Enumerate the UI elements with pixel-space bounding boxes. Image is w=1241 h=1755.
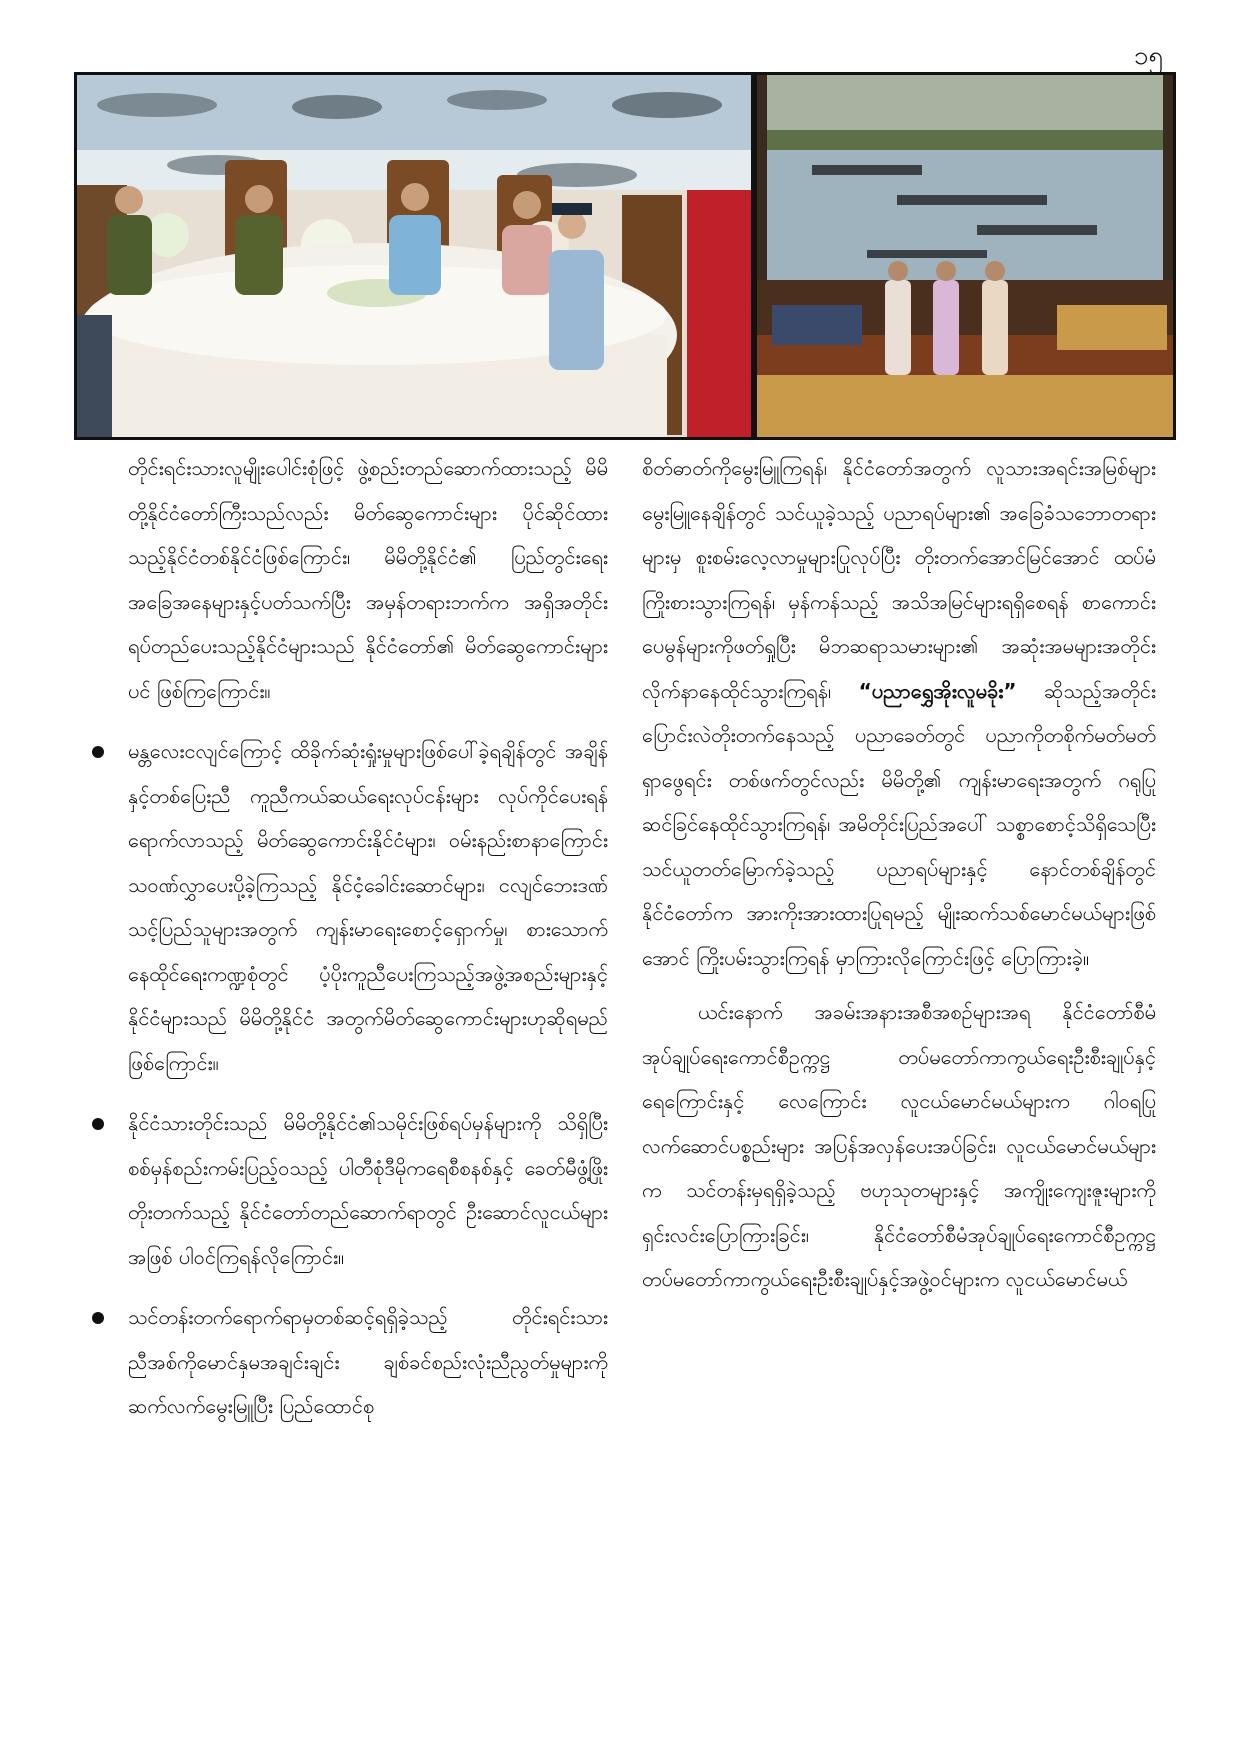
- bullet-icon: [92, 746, 104, 758]
- quoted-proverb: “ပညာရွှေအိုးလူမခိုး”: [858, 678, 1017, 703]
- paragraph: [642, 446, 1156, 980]
- bullet-text: နိုင်ငံသားတိုင်းသည် မိမိတို့နိုင်ငံ၏သမိုင်းဖြစ်ရပ်မှန်များကို သိရှိပြီး စစ်မှန်စည်းကမ်းပြည့်ဝသည့် ပါတီစုံဒီမိုကရေစီစနစ်နှင့် ခေတ်မီဖွံ့ဖြိုးတိုးတက်သည့် နိုင်ငံတော်တည်ဆောက်ရာတွင် ဦးဆောင်လူငယ်များအဖြစ် ပါဝင်ကြရန်လိုကြောင်း။: [128, 1111, 608, 1269]
- bullet-icon: [92, 1312, 104, 1324]
- paragraph-text: စိတ်ဓာတ်ကိုမွေးမြူကြရန်၊ နိုင်ငံတော်အတွက် လူသားအရင်းအမြစ်များ မွေးမြူနေချိန်တွင် သင်ယူခဲ့သည့် ပညာရပ်များ၏ အခြေခံသဘောတရားများမှ စူးစမ်းလေ့လာမှုများပြုလုပ်ပြီး တိုးတက်အောင်မြင်အောင် ထပ်မံကြိုးစားသွားကြရန်၊ မှန်ကန်သည့် အသိအမြင်များရရှိစေရန် စာကောင်းပေမွန်များကိုဖတ်ရှုပြီး မိဘဆရာသမားများ၏ အဆုံးအမများအတိုင်း လိုက်နာနေထိုင်သွားကြရန်၊: [642, 456, 1156, 703]
- page-number: ၁၅: [1133, 41, 1163, 71]
- right-column: [642, 446, 1156, 1302]
- paragraph-text: ဆိုသည့်အတိုင်း ပြောင်းလဲတိုးတက်နေသည့် ပညာခေတ်တွင် ပညာကိုတစိုက်မတ်မတ်ရှာဖွေရင်း တစ်ဖက်တွင်လည်း မိမိတို့၏ ကျန်းမာရေးအတွက် ဂရုပြုဆင်ခြင်နေထိုင်သွားကြရန်၊ အမိတိုင်းပြည်အပေါ် သစ္စာစောင့်သိရှိသေပြီး သင်ယူတတ်မြောက်ခဲ့သည့် ပညာရပ်များနှင့် နောင်တစ်ချိန်တွင် နိုင်ငံတော်က အားကိုးအားထားပြုရမည့် မျိုးဆက်သစ်မောင်မယ်များဖြစ်အောင် ကြိုးပမ်းသွားကြရန် မှာကြားလိုကြောင်းဖြင့် ပြောကြားခဲ့။: [642, 678, 1156, 970]
- performance-photo: [757, 75, 1173, 437]
- reception-photo: [77, 75, 751, 437]
- paragraph: တိုင်းရင်းသားလူမျိုးပေါင်းစုံဖြင့် ဖွဲ့စည်းတည်ဆောက်ထားသည့် မိမိတို့နိုင်ငံတော်ကြီးသည်လည်း မိတ်ဆွေကောင်းများ ပိုင်ဆိုင်ထားသည့်နိုင်ငံတစ်နိုင်ငံဖြစ်ကြောင်း၊ မိမိတို့နိုင်ငံ၏ ပြည်တွင်းရေးအခြေအနေများနှင့်ပတ်သက်ပြီး အမှန်တရားဘက်က အရှိအတိုင်း ရပ်တည်ပေးသည့်နိုင်ငံများသည် နိုင်ငံတော်၏ မိတ်ဆွေကောင်းများပင် ဖြစ်ကြကြောင်း။: [128, 456, 608, 703]
- bullet-text: သင်တန်းတက်ရောက်ရာမှတစ်ဆင့်ရရှိခဲ့သည့် တိုင်းရင်းသားညီအစ်ကိုမောင်နှမအချင်းချင်း ချစ်ခင်စည်းလုံးညီညွတ်မှုများကို ဆက်လက်မွေးမြူပြီး ပြည်ထောင်စု: [128, 1305, 608, 1418]
- bullet-item: [86, 729, 608, 1085]
- bullet-item: [86, 1101, 608, 1279]
- photo-banner: [74, 72, 1176, 440]
- left-column: [86, 446, 608, 1429]
- bullet-item: [86, 1295, 608, 1429]
- paragraph: ယင်းနောက် အခမ်းအနားအစီအစဉ်များအရ နိုင်ငံတော်စီမံအုပ်ချုပ်ရေးကောင်စီဥက္ကဋ္ဌ တပ်မတော်ကာကွယ်ရေးဦးစီးချုပ်နှင့် ရေကြောင်းနှင့် လေကြောင်း လူငယ်မောင်မယ်များက ဂါဝရပြုလက်ဆောင်ပစ္စည်းများ အပြန်အလှန်ပေးအပ်ခြင်း၊ လူငယ်မောင်မယ်များက သင်တန်းမှရရှိခဲ့သည့် ဗဟုသုတများနှင့် အကျိုးကျေးဇူးများကို ရှင်းလင်းပြောကြားခြင်း၊ နိုင်ငံတော်စီမံအုပ်ချုပ်ရေးကောင်စီဥက္ကဋ္ဌ တပ်မတော်ကာကွယ်ရေးဦးစီးချုပ်နှင့်အဖွဲ့ဝင်များက လူငယ်မောင်မယ်: [642, 1000, 1156, 1291]
- bullet-icon: [92, 1118, 104, 1130]
- bullet-text: မန္တလေးငလျင်ကြောင့် ထိခိုက်ဆုံးရှုံးမှုများဖြစ်ပေါ်ခဲ့ရချိန်တွင် အချိန်နှင့်တစ်ပြေးညီ ကူညီကယ်ဆယ်ရေးလုပ်ငန်းများ လုပ်ကိုင်ပေးရန်ရောက်လာသည့် မိတ်ဆွေကောင်းနိုင်ငံများ၊ ဝမ်းနည်းစာနာကြောင်း သဝဏ်လွှာပေးပို့ခဲ့ကြသည့် နိုင်ငံ့ခေါင်းဆောင်များ၊ ငလျင်ဘေးဒဏ်သင့်ပြည်သူများအတွက် ကျန်းမာရေးစောင့်ရှောက်မှု၊ စားသောက်နေထိုင်ရေးကဏ္ဍစုံတွင် ပံ့ပိုးကူညီပေးကြသည့်အဖွဲ့အစည်းများနှင့် နိုင်ငံများသည် မိမိတို့နိုင်ငံ အတွက်မိတ်ဆွေကောင်းများဟုဆိုရမည်ဖြစ်ကြောင်း။: [128, 739, 608, 1075]
